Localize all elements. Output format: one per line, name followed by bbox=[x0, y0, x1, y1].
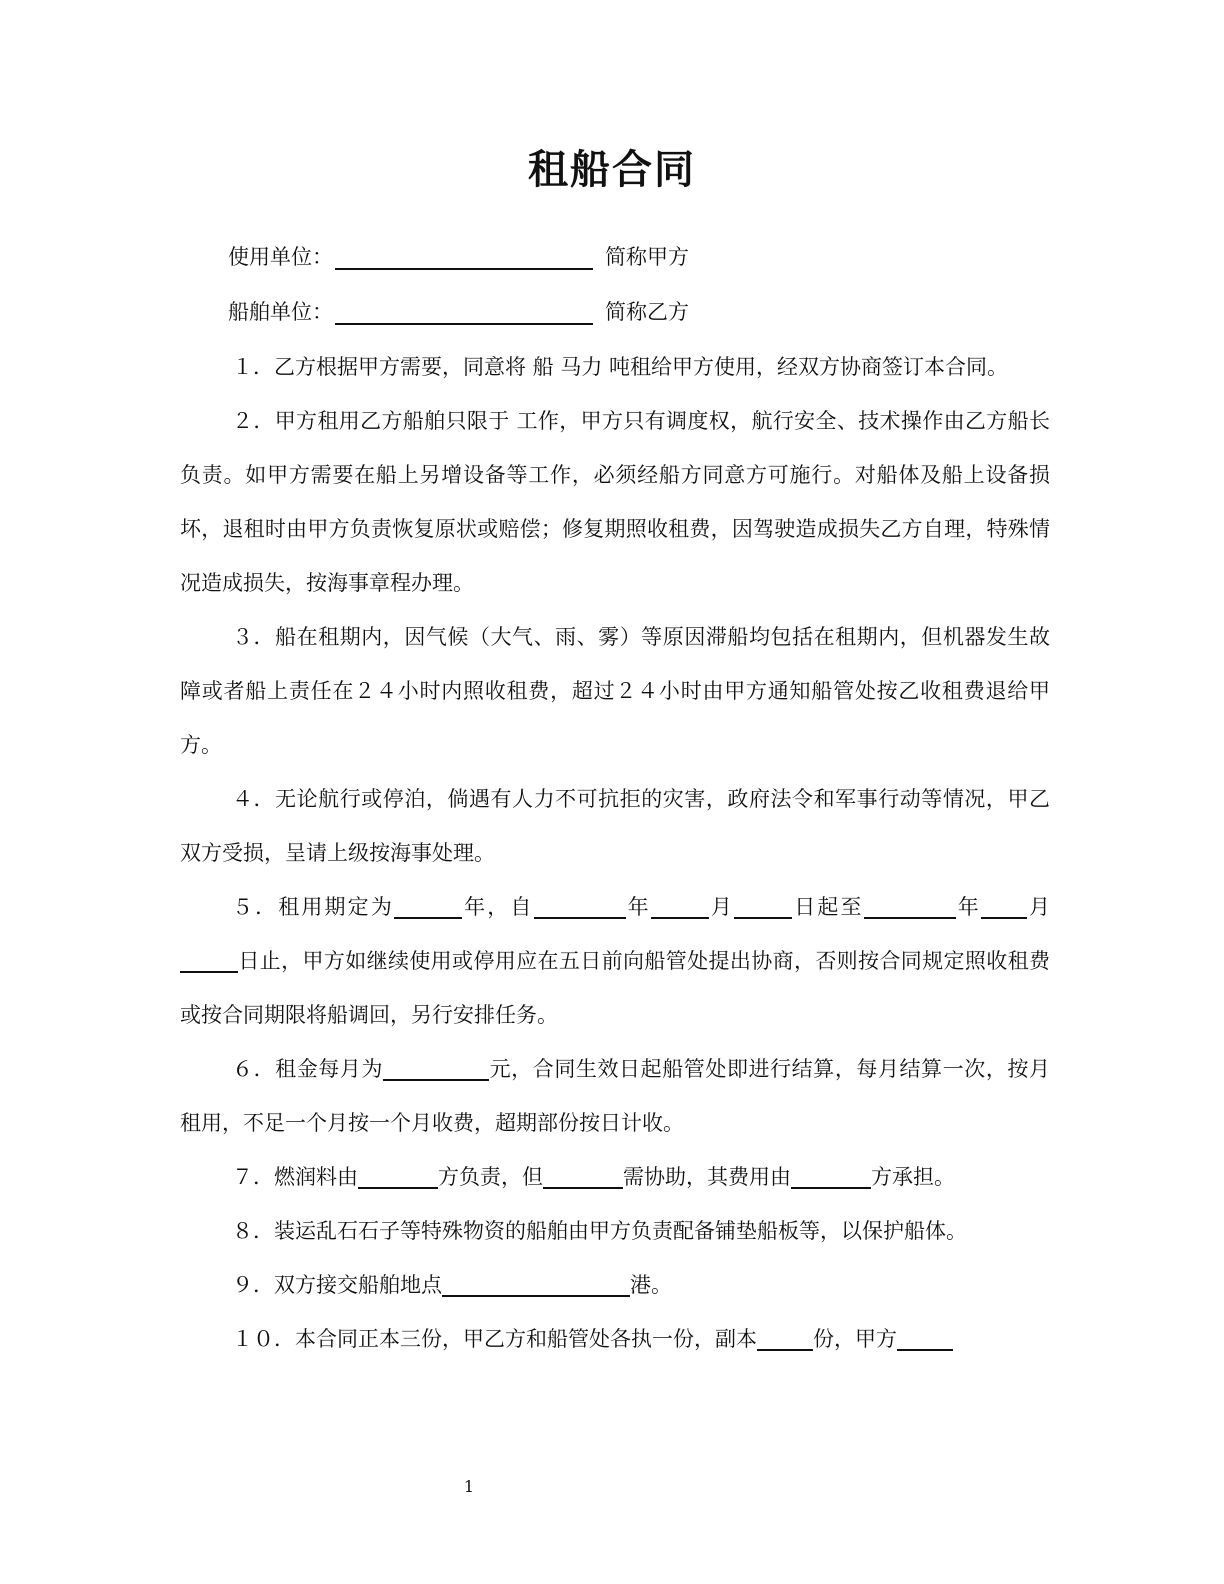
party-user-unit bbox=[228, 240, 689, 274]
party-ship-unit bbox=[228, 295, 689, 329]
clause-4: ４．无论航行或停泊，倘遇有人力不可抗拒的灾害，政府法令和军事行动等情况，甲乙双方受损，呈请上级按海事处理。 bbox=[180, 787, 1050, 865]
handover-port-blank[interactable] bbox=[442, 1275, 630, 1297]
clause-6-text-1: ６．租金每月为 bbox=[232, 1057, 384, 1081]
start-month-blank[interactable] bbox=[651, 897, 709, 919]
document-title: 租船合同 bbox=[528, 147, 696, 193]
clause-10-text-2: 份，甲方 bbox=[813, 1327, 897, 1351]
clause-5-text-8: 日止，甲方如继续使用或停用应在五日前向船管处提出协商，否则按合同规定照收租费或按合同期限将船调回，另行安排任务。 bbox=[180, 949, 1050, 1027]
party-ship-unit-suffix: 简称乙方 bbox=[605, 300, 689, 324]
clause-5-text-1: ５．租用期定为 bbox=[232, 895, 394, 919]
clause-1: １．乙方根据甲方需要，同意将 船 马力 吨租给甲方使用，经双方协商签订本合同。 bbox=[232, 355, 1009, 379]
clause-5 bbox=[180, 880, 1050, 1042]
clause-5-text-4: 月 bbox=[708, 895, 735, 919]
end-year-blank[interactable] bbox=[864, 897, 956, 919]
contract-body bbox=[180, 340, 1050, 1366]
clause-6 bbox=[180, 1042, 1050, 1150]
end-month-blank-a[interactable] bbox=[981, 897, 1027, 919]
clause-3: ３．船在租期内，因气候（大气、雨、雾）等原因滞船均包括在租期内，但机器发生故障或者船上责任在２４小时内照收租费，超过２４小时由甲方通知船管处按乙收租费退给甲方。 bbox=[180, 625, 1050, 757]
clause-10 bbox=[180, 1312, 1050, 1366]
party-a-copies-blank[interactable] bbox=[897, 1329, 953, 1351]
fuel-assist-blank[interactable] bbox=[543, 1167, 623, 1189]
start-year-blank[interactable] bbox=[534, 897, 626, 919]
party-user-unit-label: 使用单位： bbox=[228, 245, 333, 269]
clause-7-text-4: 方承担。 bbox=[871, 1165, 955, 1189]
clause-7-text-3: 需协助，其费用由 bbox=[623, 1165, 791, 1189]
clause-9 bbox=[180, 1258, 1050, 1312]
copies-blank[interactable] bbox=[757, 1329, 813, 1351]
clause-7-text-2: 方负责，但 bbox=[438, 1165, 543, 1189]
clause-7 bbox=[180, 1150, 1050, 1204]
clause-8: ８．装运乱石石子等特殊物资的船舶由甲方负责配备铺垫船板等，以保护船体。 bbox=[232, 1219, 967, 1243]
clause-6-text-2: 元，合同生效日起船管处即进行结算，每月结算一次，按月租用，不足一个月按一个月收费，超期部份按日计收。 bbox=[180, 1057, 1050, 1135]
party-user-unit-suffix: 简称甲方 bbox=[605, 245, 689, 269]
party-ship-unit-label: 船舶单位： bbox=[228, 300, 333, 324]
clause-9-text-2: 港。 bbox=[630, 1273, 672, 1297]
clause-2: ２．甲方租用乙方船舶只限于 工作，甲方只有调度权，航行安全、技术操作由乙方船长负责。如甲方需要在船上另增设备等工作，必须经船方同意方可施行。对船体及船上设备损坏，退租时由甲方负责恢复原状或赔偿；修复期照收租费，因驾驶造成损失乙方自理，特殊情况造成损失，按海事章程办理。 bbox=[180, 409, 1050, 595]
end-day-blank[interactable] bbox=[180, 951, 238, 973]
fuel-cost-blank[interactable] bbox=[791, 1167, 871, 1189]
fuel-responsible-blank[interactable] bbox=[358, 1167, 438, 1189]
clause-5-text-2: 年，自 bbox=[461, 895, 534, 919]
clause-5-text-3: 年 bbox=[625, 895, 651, 919]
lease-years-blank[interactable] bbox=[394, 897, 462, 919]
clause-5-text-5: 日起至 bbox=[792, 895, 864, 919]
clause-5-text-7: 月 bbox=[1026, 895, 1051, 919]
clause-5-text-6: 年 bbox=[955, 895, 981, 919]
party-ship-unit-blank[interactable] bbox=[335, 303, 593, 325]
clause-7-text-1: ７．燃润料由 bbox=[232, 1165, 358, 1189]
page-number: 1 bbox=[463, 1477, 475, 1496]
monthly-rent-blank[interactable] bbox=[383, 1059, 489, 1081]
clause-10-text-1: １０．本合同正本三份，甲乙方和船管处各执一份，副本 bbox=[232, 1327, 757, 1351]
party-user-unit-blank[interactable] bbox=[335, 248, 593, 270]
start-day-blank[interactable] bbox=[734, 897, 792, 919]
clause-9-text-1: ９．双方接交船舶地点 bbox=[232, 1273, 442, 1297]
